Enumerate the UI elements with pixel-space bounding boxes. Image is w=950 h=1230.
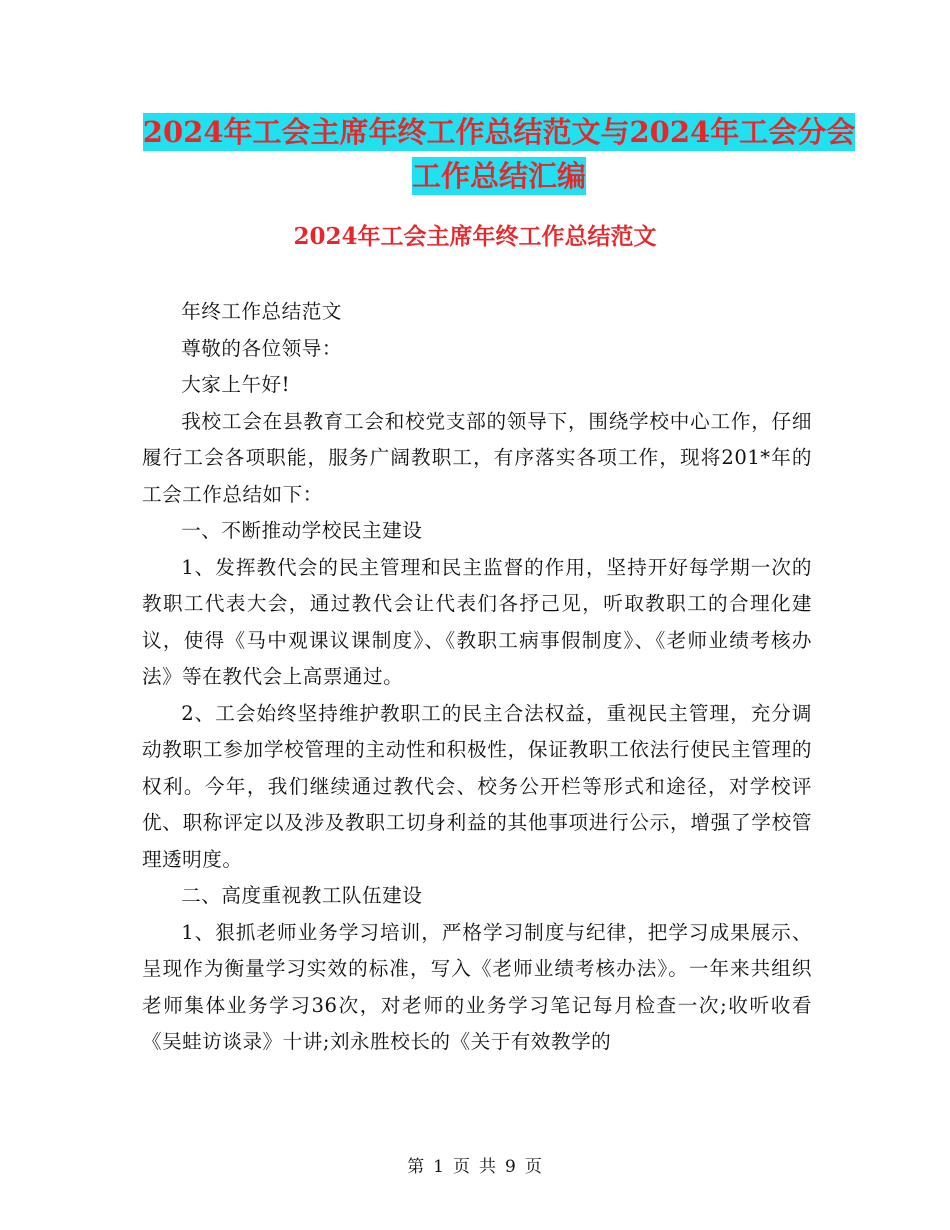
document-title-line1: 2024年工会主席年终工作总结范文与2024年工会分会 bbox=[142, 115, 856, 149]
footer-total-pages: 9 bbox=[505, 1157, 517, 1177]
footer-label-unit: 页 bbox=[453, 1157, 471, 1177]
document-body bbox=[142, 294, 812, 1061]
footer-label-total: 共 bbox=[479, 1157, 497, 1177]
paragraph: 1、发挥教代会的民主管理和民主监督的作用，坚持开好每学期一次的教职工代表大会，通过教代会让代表们各抒己见，听取教职工的合理化建议，使得《马中观课议课制度》、《教职工病事假制度》、《老师业绩考核办法》等在教代会上高票通过。 bbox=[142, 555, 812, 688]
paragraph: 我校工会在县教育工会和校党支部的领导下，围绕学校中心工作，仔细履行工会各项职能，服务广阔教职工，有序落实各项工作，现将201*年的工会工作总结如下： bbox=[142, 409, 812, 506]
paragraph: 尊敬的各位领导： bbox=[181, 336, 342, 360]
paragraph: 二、高度重视教工队伍建设 bbox=[181, 884, 423, 907]
section-title: 2024年工会主席年终工作总结范文 bbox=[293, 223, 657, 250]
paragraph: 1、狠抓老师业务学习培训，严格学习制度与纪律，把学习成果展示、呈现作为衡量学习实效的标准，写入《老师业绩考核办法》。一年来共组织老师集体业务学习36次，对老师的业务学习笔记每月检查一次;收听收看《吴蛙访谈录》十讲;刘永胜校长的《关于有效教学的 bbox=[142, 920, 812, 1053]
document-title-line2: 工作总结汇编 bbox=[411, 159, 586, 193]
paragraph: 2、工会始终坚持维护教职工的民主合法权益，重视民主管理，充分调动教职工参加学校管理的主动性和积极性，保证教职工依法行使民主管理的权利。今年，我们继续通过教代会、校务公开栏等形式和途径，对学校评优、职称评定以及涉及教职工切身利益的其他事项进行公示，增强了学校管理透明度。 bbox=[142, 701, 812, 871]
footer-label-page: 第 bbox=[407, 1157, 426, 1177]
footer-label-unit2: 页 bbox=[524, 1157, 543, 1177]
paragraph: 一、不断推动学校民主建设 bbox=[181, 519, 423, 542]
page-footer bbox=[0, 1152, 950, 1177]
paragraph: 大家上午好! bbox=[181, 373, 291, 396]
paragraph: 年终工作总结范文 bbox=[181, 300, 342, 323]
document-title bbox=[140, 110, 858, 198]
footer-current-page: 1 bbox=[433, 1157, 445, 1177]
